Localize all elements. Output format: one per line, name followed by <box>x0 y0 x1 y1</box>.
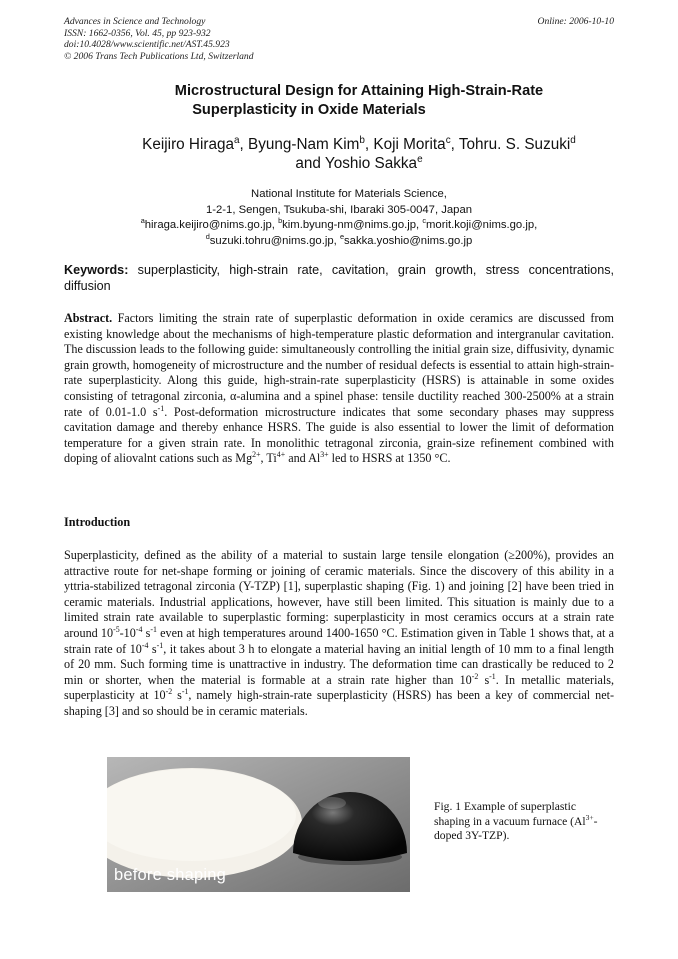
author-name: Byung-Nam Kim <box>248 136 360 153</box>
author-conjunction: and <box>295 155 321 172</box>
copyright-line: © 2006 Trans Tech Publications Ltd, Switzerland <box>64 50 254 62</box>
author-name: Tohru. S. Suzuki <box>458 136 571 153</box>
author-affiliation-mark: b <box>359 134 365 146</box>
introduction-paragraph: Superplasticity, defined as the ability of a material to sustain large tensile elongation (≥200%), provides an attractive route for net-shape forming or joining of ceramic materials. Since the discovery of this ability in a yttria-stabilized tetragonal zirconia (Y-TZP) [1], superplastic shaping (Fig. 1) and joining [2] have been tried in ceramic materials. Industrial applications, however, have still been limited. This situation is mainly due to a limited strain rate available to superplastic forming: superplasticity in most ceramics occurs at a strain rate around $10^{-5}-10^{-4}$ $s^{-1}$ even at high temperatures around 1400-1650 °C. Estimation given in Table 1 shows that, at a strain rate of $10^{-4}$ $s^{-1}$, it takes about 3 h to elongate a material having an initial length of 10 mm to a final length of 20 mm. Such forming time is unattractive in industry. The deformation time can drastically be reduced to 2 min or shorter, when the material is formable at a strain rate higher than $10^{-2}$ $s^{-1}$. In metallic materials, superplasticity at $10^{-2}$ $s^{-1}$, namely high-strain-rate superplasticity (HSRS) has been a key of commercial net-shaping [3] and so should be in ceramic materials. <box>64 548 615 718</box>
figure-1-caption: Fig. 1 Example of superplastic shaping in a vacuum furnace ($Al^{3+}$-doped 3Y-TZP). <box>434 800 598 843</box>
author-list: Keijiro Hiraga$^a$, Byung-Nam Kim$^b$, Koji Morita$^c$, Tohru. S. Suzuki$^d$ and Yoshio Sakka$^e$ <box>142 134 576 172</box>
journal-header <box>64 16 254 62</box>
keywords-block <box>64 262 614 294</box>
email-link[interactable]: kim.byung-nm@nims.go.jp <box>282 219 417 231</box>
abstract-label: Abstract. <box>64 311 113 325</box>
affiliation-block: National Institute for Materials Science, 1-2-1, Sengen, Tsukuba-shi, Ibaraki 305-0047, Japan $^a$hiraga.keijiro@nims.go.jp, $^b$kim.byung-nm@nims.go.jp, $^c$morit.koji@nims.go.jp, $^d$suzuki.tohru@nims.go.jp, $^e$sakka.yoshio@nims.go.jp <box>0 187 678 249</box>
abstract-paragraph: Abstract. Factors limiting the strain rate of superplastic deformation in oxide ceramics are discussed from existing knowledge about the mechanisms of high-temperature plastic deformation and intergranular cavitation. The discussion leads to the following guide: simultaneously controlling the initial grain size, diffusivity, dynamic grain growth, homogeneity of microstructure and the number of residual defects is essential to attain high-strain-rate superplasticity. Along this guide, high-strain-rate superplasticity (HSRS) is attainable in some oxides consisting of tetragonal zirconia, α-alumina and a spinel phase: tensile ductility reached 300-2500% at a strain rate of 0.01-1.0 $s^{-1}$. Post-deformation microstructure indicates that some secondary phases may suppress cavitation damage and thereby enhance HSRS. The guide is also essential to lower the limit of deformation temperature for a given strain rate. In monolithic tetragonal zirconia, grain-size refinement combined with doping of aliovalnt cations such as $Mg^{2+}$, $Ti^{4+}$ and $Al^{3+}$ led to HSRS at 1350 °C. <box>64 311 614 466</box>
email-link[interactable]: morit.koji@nims.go.jp <box>426 219 535 231</box>
author-affiliation-mark: d <box>570 134 576 146</box>
issn-line: ISSN: 1662-0356, Vol. 45, pp 923-932 <box>64 27 211 39</box>
title-line-1: Microstructural Design for Attaining High-Strain-Rate <box>174 83 544 99</box>
institute-address: 1-2-1, Sengen, Tsukuba-shi, Ibaraki 305-0047, Japan <box>205 203 473 216</box>
doi-line: doi:10.4028/www.scientific.net/AST.45.923 <box>64 39 230 50</box>
title-line-2: Superplasticity in Oxide Materials <box>192 102 426 118</box>
figure-1-photo <box>107 757 410 892</box>
author-affiliation-mark: a <box>234 134 240 146</box>
online-date: Online: 2006-10-10 <box>537 16 614 27</box>
email-link[interactable]: sakka.yoshio@nims.go.jp <box>344 234 473 247</box>
keywords-label: Keywords: <box>64 263 129 277</box>
institute-name: National Institute for Materials Science, <box>251 188 447 200</box>
email-link[interactable]: hiraga.keijiro@nims.go.jp <box>144 219 272 231</box>
author-affiliation-mark: c <box>445 134 451 146</box>
email-link[interactable]: suzuki.tohru@nims.go.jp <box>209 234 334 247</box>
author-name: Yoshio Sakka <box>324 155 418 172</box>
journal-name: Advances in Science and Technology <box>64 16 206 27</box>
author-name: Keijiro Hiraga <box>142 136 234 153</box>
author-affiliation-mark: e <box>417 153 423 165</box>
photo-label: before shaping <box>114 866 226 884</box>
paper-title <box>0 82 678 120</box>
author-name: Koji Morita <box>373 136 446 153</box>
section-heading-introduction: Introduction <box>64 515 131 529</box>
keywords-text: superplasticity, high-strain rate, cavitation, grain growth, stress concentrations, diffusion <box>64 263 614 293</box>
